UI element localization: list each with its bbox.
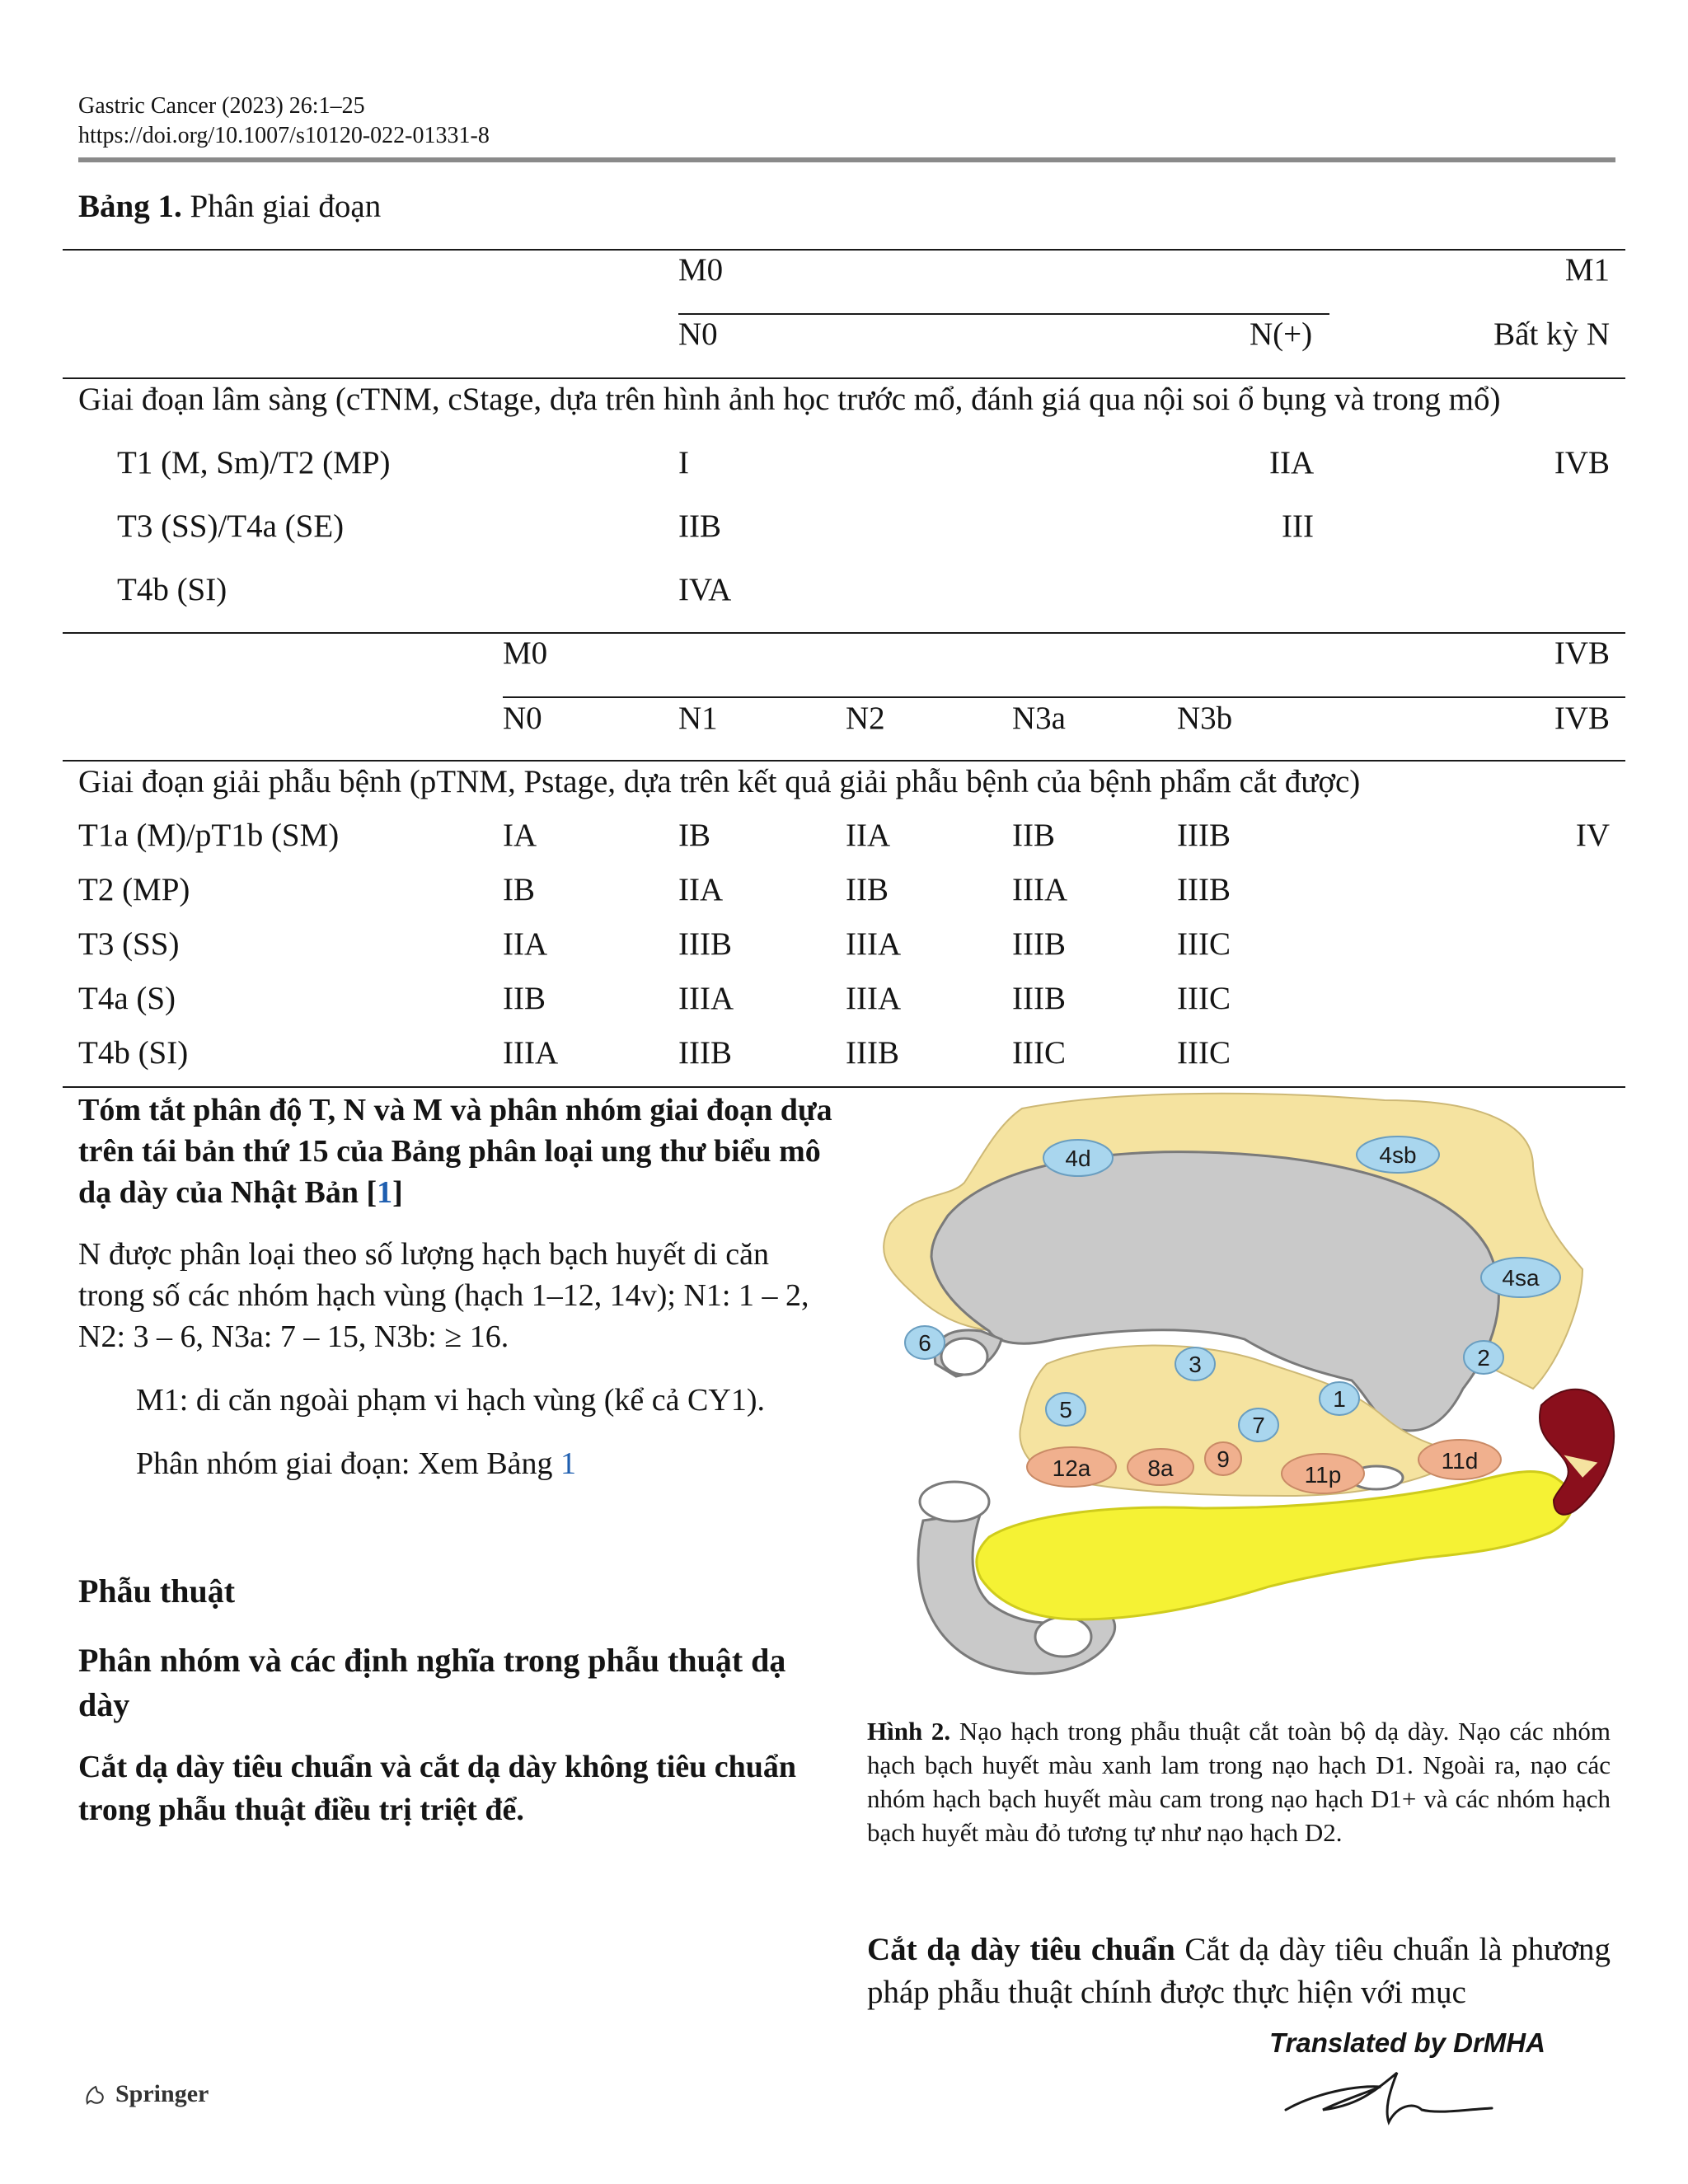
clin-row-n0: IVA (678, 572, 732, 607)
path-head-col: N3b (1177, 701, 1233, 736)
path-head-m1-second: IVB (1554, 701, 1610, 736)
path-cell: IIIB (1177, 818, 1231, 853)
path-cell: IIIC (1012, 1035, 1066, 1071)
svg-text:11p: 11p (1304, 1462, 1342, 1488)
summary-title: Tóm tắt phân độ T, N và M và phân nhóm giai đoạn dựa trên tái bản thứ 15 của Bảng phân loại ung thư biểu mô dạ dày của Nhật Bản [1] (78, 1093, 832, 1210)
clin-row-m1: IVB (1554, 445, 1610, 480)
path-cell: IIA (846, 818, 891, 853)
path-cell: IIIB (1012, 981, 1066, 1016)
path-cell: IIIA (1012, 872, 1068, 907)
path-cell: IB (678, 818, 710, 853)
path-cell: IIIC (1177, 926, 1231, 962)
path-cell: IIB (846, 872, 889, 907)
translator-credit: Translated by DrMHA (1269, 2027, 1545, 2058)
svg-text:9: 9 (1217, 1446, 1230, 1472)
table-bottom-rule (63, 1086, 1625, 1088)
doi-link[interactable]: https://doi.org/10.1007/s10120-022-01331-8 (78, 123, 490, 148)
clin-head-npos: N(+) (1250, 316, 1313, 352)
surgery-heading: Phẫu thuật (78, 1572, 236, 1610)
path-row-t: T4b (SI) (78, 1035, 189, 1071)
path-head-m1: IVB (1554, 635, 1610, 671)
node-7-icon (1239, 1408, 1278, 1441)
svg-text:12a: 12a (1052, 1455, 1091, 1481)
path-cell: IIIA (503, 1035, 559, 1071)
path-head-col: N3a (1012, 701, 1066, 736)
path-cell: IIIB (678, 926, 732, 962)
stage-grouping-paragraph: Phân nhóm giai đoạn: Xem Bảng 1 (136, 1446, 577, 1481)
svg-text:4d: 4d (1065, 1146, 1091, 1171)
clin-row-t: T3 (SS)/T4a (SE) (117, 509, 345, 544)
path-cell: IIA (678, 872, 724, 907)
node-8a-icon (1128, 1449, 1193, 1485)
standard-gastrectomy-subheading: Cắt dạ dày tiêu chuẩn và cắt dạ dày không tiêu chuẩn trong phẫu thuật điều trị triệt để. (78, 1750, 797, 1827)
standard-gastrectomy-paragraph: Cắt dạ dày tiêu chuẩn Cắt dạ dày tiêu chuẩn là phương pháp phẫu thuật chính được thực hiện với mục (867, 1932, 1611, 2010)
path-head-col: N0 (503, 701, 542, 736)
node-5-icon (1046, 1393, 1085, 1426)
path-cell: IB (503, 872, 535, 907)
clin-head-m1: M1 (1564, 252, 1610, 288)
path-row-m1: IV (1575, 818, 1610, 853)
clin-row-t: T1 (M, Sm)/T2 (MP) (117, 445, 391, 480)
node-4d-icon (1043, 1140, 1113, 1176)
node-11d-icon (1418, 1440, 1501, 1479)
path-row-t: T4a (S) (78, 981, 176, 1016)
path-m0-span-rule (503, 696, 1625, 698)
path-cell: IIB (503, 981, 546, 1016)
clin-section-title: Giai đoạn lâm sàng (cTNM, cStage, dựa trên hình ảnh học trước mổ, đánh giá qua nội soi ổ bụng và trong mổ) (78, 382, 1501, 417)
translator-signature (1282, 2069, 1496, 2126)
clin-head-m0: M0 (678, 252, 724, 288)
figure-caption: Hình 2. Nạo hạch trong phẫu thuật cắt toàn bộ dạ dày. Nạo các nhóm hạch bạch huyết màu xanh lam trong nạo hạch D1. Ngoài ra, nạo các nhóm hạch bạch huyết màu cam trong nạo hạch D1+ và các nhóm hạch bạch huyết màu đỏ tương tự như nạo hạch D2. (867, 1717, 1611, 1847)
clin-row-n0: IIB (678, 509, 721, 544)
path-row-t: T3 (SS) (78, 926, 180, 962)
svg-text:6: 6 (918, 1330, 931, 1356)
svg-text:4sa: 4sa (1502, 1265, 1540, 1291)
n-classification-paragraph: N được phân loại theo số lượng hạch bạch huyết di căn trong số các nhóm hạch vùng (hạch 1–12, 14v); N1: 1 – 2, N2: 3 – 6, N3a: 7 – 15, N3b: ≥ 16. (78, 1237, 809, 1354)
path-head-rule (63, 760, 1625, 762)
path-cell: IIIC (1177, 981, 1231, 1016)
node-2-icon (1464, 1341, 1503, 1374)
node-1-icon (1320, 1382, 1359, 1415)
svg-text:2: 2 (1477, 1345, 1490, 1371)
clin-row-npos: III (1282, 509, 1314, 544)
node-3-icon (1175, 1347, 1215, 1380)
springer-horse-icon (82, 2082, 107, 2107)
svg-text:3: 3 (1189, 1352, 1202, 1377)
table-caption: Bảng 1. Phân giai đoạn (78, 189, 382, 224)
svg-text:8a: 8a (1147, 1455, 1174, 1481)
path-section-title: Giai đoạn giải phẫu bệnh (pTNM, Pstage, dựa trên kết quả giải phẫu bệnh của bệnh phẩm cắt được) (78, 764, 1361, 799)
path-cell: IA (503, 818, 537, 853)
journal-citation: Gastric Cancer (2023) 26:1–25 (78, 93, 365, 119)
node-6-icon (905, 1326, 945, 1359)
path-cell: IIIA (846, 981, 902, 1016)
svg-text:4sb: 4sb (1379, 1142, 1417, 1168)
clin-row-t: T4b (SI) (117, 572, 227, 607)
svg-text:11d: 11d (1441, 1448, 1479, 1474)
lymph-node-figure (857, 1092, 1615, 1685)
clin-row-npos: IIA (1269, 445, 1315, 480)
path-cell: IIIB (1177, 872, 1231, 907)
svg-text:7: 7 (1252, 1413, 1265, 1438)
path-cell: IIA (503, 926, 548, 962)
path-cell: IIIA (678, 981, 734, 1016)
clin-head-rule (63, 377, 1625, 379)
clin-head-n0: N0 (678, 316, 718, 352)
node-4sa-icon (1481, 1258, 1560, 1297)
clin-row-n0: I (678, 445, 689, 480)
node-9-icon (1205, 1442, 1241, 1475)
node-11p-icon (1282, 1454, 1364, 1493)
path-row-t: T2 (MP) (78, 872, 190, 907)
svg-text:5: 5 (1059, 1397, 1072, 1422)
path-cell: IIIB (678, 1035, 732, 1071)
grouping-subheading: Phân nhóm và các định nghĩa trong phẫu thuật dạ dày (78, 1642, 786, 1723)
path-cell: IIB (1012, 818, 1055, 853)
m1-paragraph: M1: di căn ngoài phạm vi hạch vùng (kể cả CY1). (136, 1383, 765, 1418)
publisher-logo: Springer (82, 2080, 209, 2108)
path-head-col: N1 (678, 701, 718, 736)
node-12a-icon (1027, 1447, 1116, 1487)
table-link[interactable]: 1 (560, 1446, 577, 1481)
path-cell: IIIA (846, 926, 902, 962)
table-top-rule (63, 249, 1625, 251)
path-cell: IIIC (1177, 1035, 1231, 1071)
path-top-rule (63, 632, 1625, 634)
header-rule (78, 157, 1615, 162)
citation-link[interactable]: 1 (377, 1175, 393, 1210)
path-head-col: N2 (846, 701, 885, 736)
svg-text:1: 1 (1333, 1386, 1346, 1412)
path-cell: IIIB (1012, 926, 1066, 962)
node-4sb-icon (1357, 1137, 1439, 1173)
path-head-m0: M0 (503, 635, 548, 671)
clin-head-anyn: Bất kỳ N (1493, 316, 1610, 352)
clin-m0-span-rule (678, 313, 1329, 315)
path-row-t: T1a (M)/pT1b (SM) (78, 818, 340, 853)
path-cell: IIIB (846, 1035, 899, 1071)
